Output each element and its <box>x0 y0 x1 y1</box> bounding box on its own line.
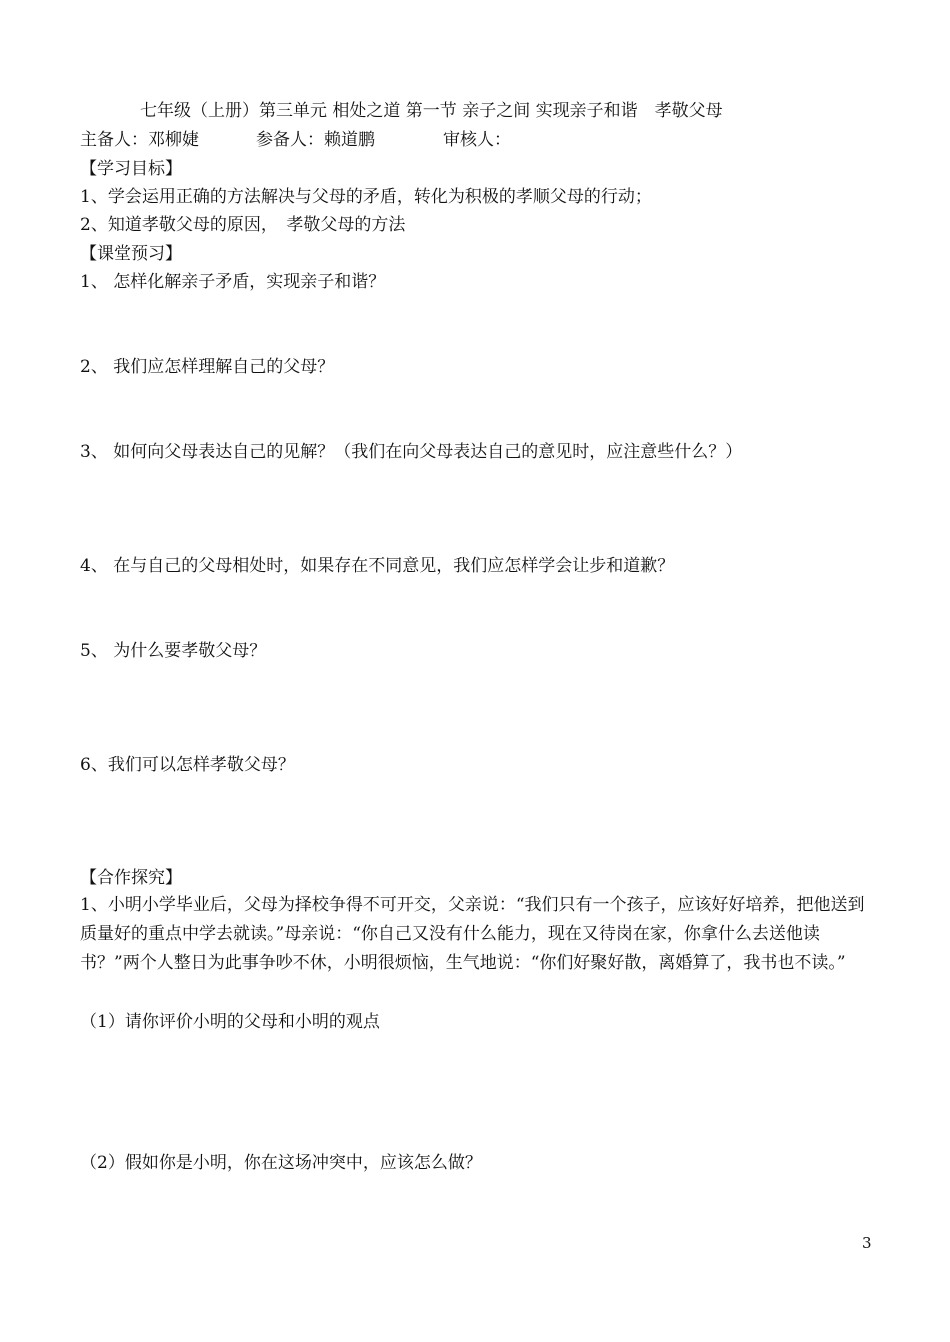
preview-question: 3、 如何向父母表达自己的见解？（我们在向父母表达自己的意见时，应注意些什么？） <box>80 442 743 462</box>
preview-question: 6、我们可以怎样孝敬父母？ <box>80 755 295 775</box>
sub-question: （1）请你评价小明的父母和小明的观点 <box>80 1012 380 1032</box>
preview-question: 5、 为什么要孝敬父母？ <box>80 641 267 661</box>
case-paragraph: 1、小明小学毕业后，父母为择校争得不可开交，父亲说：“我们只有一个孩子，应该好好培养，把他送到质量好的重点中学去就读。”母亲说：“你自己又没有什么能力，现在又待岗在家，你拿什么去送他读书？”两个人整日为此事争吵不休，小明很烦恼，生气地说：“你们好聚好散，离婚算了，我书也不读。” <box>80 895 865 973</box>
page-number: 3 <box>862 1234 872 1252</box>
sub-question: （2）假如你是小明，你在这场冲突中，应该怎么做？ <box>80 1153 482 1173</box>
objectives-heading: 【学习目标】 <box>80 159 182 179</box>
lesson-title: 七年级（上册）第三单元 相处之道 第一节 亲子之间 实现亲子和谐 孝敬父母 <box>140 101 723 121</box>
co-preparer: 参备人：赖道鹏 <box>256 130 375 150</box>
preview-question: 4、 在与自己的父母相处时，如果存在不同意见，我们应怎样学会让步和道歉？ <box>80 556 675 576</box>
reviewer: 审核人： <box>443 130 511 150</box>
preview-heading: 【课堂预习】 <box>80 244 182 264</box>
objective-item: 2、知道孝敬父母的原因， 孝敬父母的方法 <box>80 215 406 235</box>
staff-line <box>80 129 511 151</box>
preparer: 主备人：邓柳婕 <box>80 130 199 150</box>
objective-item: 1、学会运用正确的方法解决与父母的矛盾，转化为积极的孝顺父母的行动； <box>80 187 652 207</box>
preview-question: 2、 我们应怎样理解自己的父母？ <box>80 357 335 377</box>
preview-question: 1、 怎样化解亲子矛盾，实现亲子和谐？ <box>80 272 386 292</box>
cooperation-heading: 【合作探究】 <box>80 868 182 888</box>
